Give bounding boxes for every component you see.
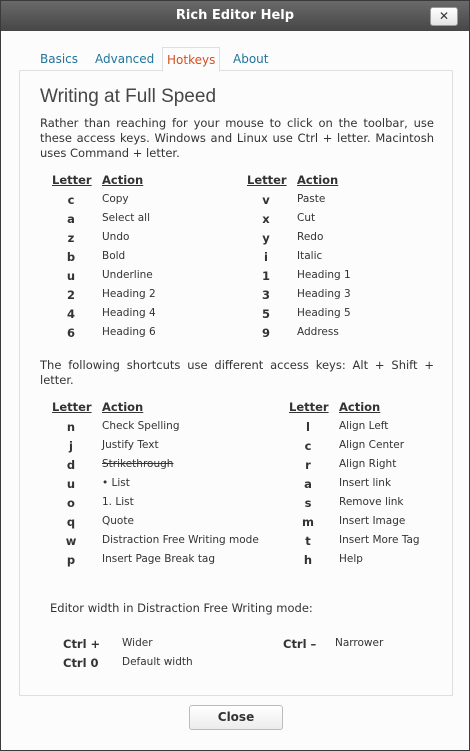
t2-left-key: q (66, 515, 76, 529)
t2-right-action: Align Center (339, 439, 405, 451)
t1-right-key: 9 (261, 326, 270, 340)
t2-left-key: d (66, 458, 76, 472)
alt-shift-intro: The following shortcuts use different access keys: Alt + Shift + letter. (40, 358, 434, 387)
t2-left-action: Justify Text (102, 439, 159, 451)
titlebar (1, 1, 469, 31)
t1-left-action: Undo (102, 231, 130, 243)
t2-left-key: p (66, 553, 76, 567)
t2-right-key: s (304, 496, 312, 510)
t2-right-key: c (304, 439, 312, 453)
t1-right-key: 1 (261, 269, 270, 283)
t2-left-action: Check Spelling (102, 420, 180, 432)
t2-right-action: Insert Image (339, 515, 406, 527)
t1-right-letter-header: Letter (247, 173, 287, 187)
t1-right-key: i (264, 250, 268, 264)
t2-left-action-header: Action (102, 400, 144, 414)
t2-left-key: o (67, 496, 75, 510)
t1-right-action: Address (297, 326, 339, 338)
t1-left-action: Select all (102, 212, 150, 224)
t2-right-action: Align Right (339, 458, 397, 470)
tab-advanced[interactable]: Advanced (95, 52, 155, 66)
t2-right-action: Insert link (339, 477, 392, 489)
t2-left-action: 1. List (102, 496, 134, 508)
tab-hotkeys[interactable]: Hotkeys (162, 47, 220, 72)
t1-right-action: Redo (297, 231, 324, 243)
t1-left-key: 6 (66, 326, 75, 340)
dfw-action-wider: Wider (122, 637, 153, 649)
t2-right-key: t (305, 534, 311, 548)
t1-left-key: 2 (66, 288, 75, 302)
t1-right-action: Heading 3 (297, 288, 351, 300)
hotkeys-panel (19, 70, 453, 696)
dfw-key-narrower: Ctrl – (283, 637, 317, 651)
t1-left-action: Heading 6 (102, 326, 156, 338)
t1-right-key: 5 (261, 307, 270, 321)
t1-right-action: Heading 5 (297, 307, 351, 319)
dialog-title: Rich Editor Help (175, 8, 295, 23)
t2-right-key: l (306, 420, 310, 434)
t1-right-action: Heading 1 (297, 269, 351, 281)
t1-left-key: u (66, 269, 76, 283)
tab-about[interactable]: About (233, 52, 269, 66)
t2-right-key: h (303, 553, 313, 567)
t1-right-key: y (262, 231, 270, 245)
dfw-title: Editor width in Distraction Free Writing mode: (50, 601, 313, 615)
close-button[interactable]: Close (189, 705, 283, 730)
t1-left-action: Heading 4 (102, 307, 156, 319)
t1-right-action: Italic (297, 250, 323, 262)
t1-left-action: Bold (102, 250, 126, 262)
t2-right-action: Remove link (339, 496, 404, 508)
t1-left-action: Heading 2 (102, 288, 156, 300)
t2-left-action: Quote (102, 515, 134, 527)
t2-right-action-header: Action (339, 400, 381, 414)
t1-right-action: Paste (297, 193, 326, 205)
t1-left-key: 4 (66, 307, 75, 321)
t1-left-action: Underline (102, 269, 153, 281)
dfw-key-wider: Ctrl + (63, 637, 101, 651)
dfw-key-default: Ctrl 0 (63, 656, 99, 670)
t1-left-letter-header: Letter (52, 173, 92, 187)
t2-right-key: m (302, 515, 314, 529)
t2-right-action: Align Left (339, 420, 389, 432)
t1-left-key: c (67, 193, 75, 207)
t1-left-key: a (67, 212, 75, 226)
dfw-action-narrower: Narrower (335, 637, 384, 649)
t2-left-action: Insert Page Break tag (102, 553, 216, 565)
t1-left-action: Copy (102, 193, 129, 205)
t1-right-key: x (262, 212, 270, 226)
tab-bar (19, 47, 453, 71)
t2-right-action: Help (339, 553, 363, 565)
t2-right-letter-header: Letter (289, 400, 329, 414)
t2-left-key: n (66, 420, 76, 434)
button-bar (1, 697, 469, 751)
tab-basics[interactable]: Basics (40, 52, 79, 66)
t2-left-action: Strikethrough (102, 458, 174, 470)
t2-left-action: • List (102, 477, 130, 489)
close-icon[interactable]: ✕ (430, 7, 458, 26)
t1-right-key: v (262, 193, 270, 207)
t2-left-action: Distraction Free Writing mode (102, 534, 259, 546)
t2-left-key: u (66, 477, 76, 491)
dfw-action-default: Default width (122, 656, 193, 668)
t2-right-key: r (305, 458, 311, 472)
t2-right-key: a (304, 477, 312, 491)
t1-right-key: 3 (261, 288, 270, 302)
t1-left-key: b (66, 250, 76, 264)
t1-left-key: z (67, 231, 75, 245)
t2-right-action: Insert More Tag (339, 534, 420, 546)
intro-text: Rather than reaching for your mouse to click on the toolbar, use these access keys. Windows and Linux use Ctrl + letter. Macintosh uses Command + letter. (40, 116, 434, 160)
t2-left-letter-header: Letter (52, 400, 92, 414)
t2-left-key: j (69, 439, 73, 453)
t2-left-key: w (65, 534, 77, 548)
t1-right-action-header: Action (297, 173, 339, 187)
t1-left-action-header: Action (102, 173, 144, 187)
t1-right-action: Cut (297, 212, 316, 224)
page-title: Writing at Full Speed (40, 86, 217, 107)
